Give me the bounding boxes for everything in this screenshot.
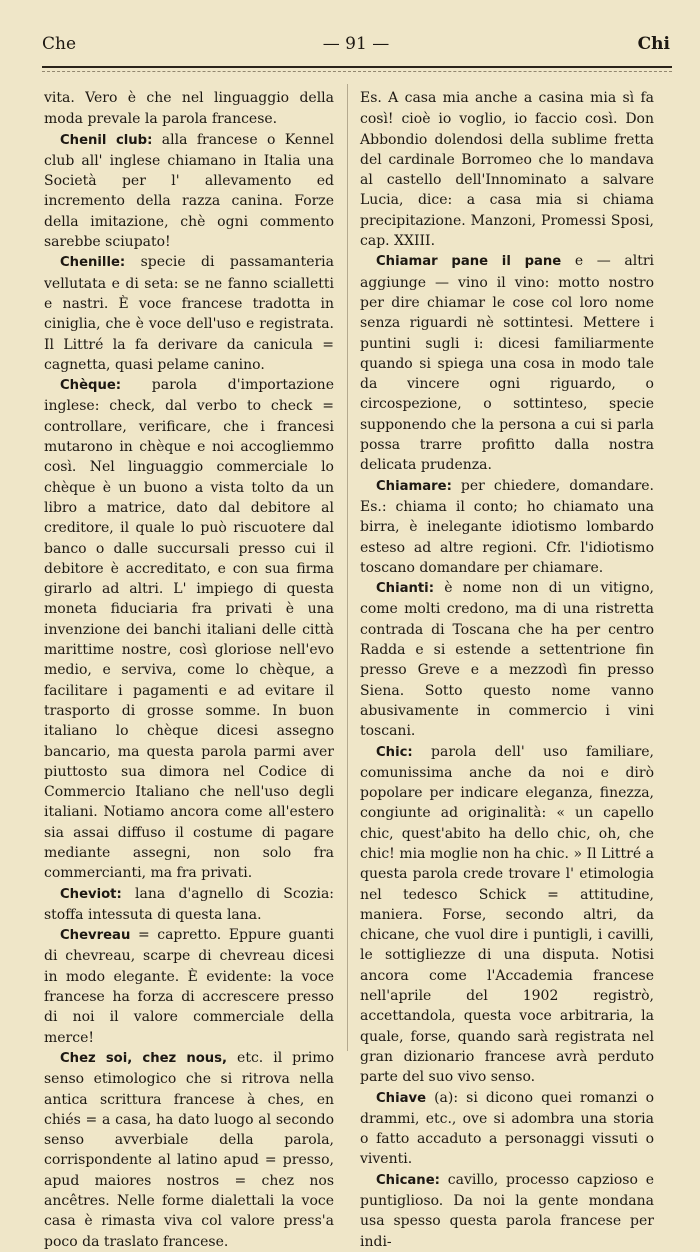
entry: [44, 925, 334, 1048]
entry-term: Chianti:: [376, 581, 434, 597]
entry-text: lana d'agnello di Scozia: stoffa intessuta di questa lana.: [44, 885, 335, 923]
entry-text: etc. il primo senso etimologico che si ritrova nella antica scrittura francese à ches, en chiés = a casa, ha dato luogo al secondo senso avverbiale della parola, corrispondente al latino apud = presso, apud maiores nostros = chez nos ancêtres. Nelle forme dialettali la voce casa è rimasta viva col valore press'a poco da traslato francese.: [44, 1049, 334, 1250]
entry: [360, 1170, 654, 1252]
entry-text: alla francese o Kennel club all' inglese chiamano in Italia una Società per l' allevamento ed incremento della razza canina. Forze della imitazione, chè ogni commento sarebbe sciupato!: [44, 131, 334, 251]
entry: [44, 884, 334, 926]
entry-text: vita. Vero è che nel linguaggio della moda prevale la parola francese.: [44, 90, 334, 128]
entry: [44, 375, 334, 883]
header-rule-dashed: [42, 71, 672, 72]
header-left-guideword: Che: [42, 34, 77, 54]
entry-text: parola d'importazione inglese: check, dal verbo to check = controllare, verificare, che i francesi mutarono in chèque e noi accogliemmo così. Nel linguaggio commerciale lo chèque è un buono a vista tolto da un libro a matrice, dato dal debitore al creditore, il quale lo può riscuotere dal banco o dalle succursali presso cui il debitore è accreditato, e con sua firma girarlo ad altri. L' impiego di questa moneta fiduciaria fra privati è una invenzione dei banchi italiani delle città marittime nostre, così gloriose nell'evo medio, e serviva, come lo chèque, a facilitare i pagamenti e ad evitare il trasporto di grosse somme. In buon italiano lo chèque dicesi assegno bancario, ma questa parola parmi aver piuttosto sua dimora nel Codice di Commercio Italiano che nell'uso degli italiani. Notiamo ancora come all'estero sia assai diffuso il costume di pagare mediante assegni, non solo fra commercianti, ma fra privati.: [44, 377, 334, 882]
entry: [360, 88, 654, 251]
entry: [44, 88, 334, 130]
entry-text: è nome non di un vitigno, come molti credono, ma di una ristretta contrada di Toscana che ha per centro Radda e si estende a settentrione fin presso Greve e a mezzodì fin presso Siena. Sotto questo nome vanno abusivamente in commercio i vini toscani.: [360, 580, 655, 740]
entry-term: Chenil club:: [60, 132, 153, 148]
entry-text: cavillo, processo capzioso e puntiglioso. Da noi la gente mondana usa spesso questa parola francese per indi-: [360, 1171, 654, 1250]
entry-text: Es. A casa mia anche a casina mia sì fa così! cioè io voglio, io faccio così. Don Abbondio dolendosi della sublime fretta del cardinale Borromeo che lo mandava al castello dell'Innominato a salvare Lucia, dice: a casa mia si chiama precipitazione. Manzoni, Promessi Sposi, cap. XXIII.: [360, 90, 654, 250]
entry-term: Chic:: [376, 744, 413, 760]
entry-term: Chez soi, chez nous,: [60, 1050, 228, 1066]
entry-text: parola dell' uso familiare, comunissima anche da noi e dirò popolare per indicare eleganza, finezza, congiunte ad originalità: « un capello chic, quest'abito ha dello chic, oh, che chic! mia moglie non ha chic. » Il Littré a questa parola crede trovare l' etimologia nel tedesco Schick = attitudine, maniera. Forse, secondo altri, da chicane, che vuol dire i puntigli, i cavilli, le sottigliezze di una disputa. Notisi ancora come l'Accademia francese nell'aprile del 1902 registrò, accettandola, questa voce arbitraria, la quale, forse, quando sarà registrata nel gran dizionario francese avrà perduto parte del suo vivo senso.: [360, 743, 654, 1086]
entry-term: Cheviot:: [60, 886, 122, 902]
entry: [360, 578, 654, 741]
page-header: [42, 34, 670, 62]
entry: [44, 252, 334, 375]
entry: [360, 476, 654, 578]
entry-term: Chiamare:: [376, 478, 452, 494]
entry-text: (a): si dicono quei romanzi o drammi, etc., ove si adombra una storia o fatto accaduto a personaggi vissuti o viventi.: [360, 1089, 654, 1168]
entry-text: per chiedere, domandare. Es.: chiama il conto; ho chiamato una birra, è inelegante idiotismo lombardo esteso ad altre regioni. Cfr. l'idiotismo toscano domandare per chiamare.: [360, 477, 654, 576]
entry-term: Chenille:: [60, 255, 126, 271]
entry: [360, 251, 654, 475]
entry-term: Chiamar pane il pane: [376, 254, 562, 270]
left-column: [44, 88, 334, 1252]
entry-term: Chevreau: [60, 928, 131, 944]
entry-term: Chèque:: [60, 378, 122, 394]
header-right-guideword: Chi: [637, 34, 670, 54]
header-rule: [42, 66, 672, 68]
entry: [44, 1048, 334, 1252]
entry: [360, 1088, 654, 1170]
right-column: [360, 88, 654, 1252]
entry-text: specie di passamanteria vellutata e di seta: se ne fanno scialletti e nastri. È voce francese tradotta in ciniglia, che è voce dell'uso e registrata. Il Littré la fa derivare da canicula = cagnetta, quasi pelame canino.: [44, 254, 335, 373]
entry-text: = capretto. Eppure guanti di chevreau, scarpe di chevreau dicesi in modo elegante. È evidente: la voce francese ha forza di accrescere presso di noi il valore commerciale della merce!: [44, 927, 334, 1046]
column-divider: [347, 84, 348, 1051]
entry: [44, 130, 334, 253]
page-number: — 91 —: [322, 34, 390, 54]
entry-term: Chiave: [376, 1090, 427, 1106]
entry-text: e — altri aggiunge — vino il vino: motto nostro per dire chiamar le cose col loro nome senza riguardi nè sottintesi. Mettere i puntini sugli i: dicesi familiarmente quando si spiega una cosa in modo tale da vincere ogni riguardo, o circospezione, o sottinteso, specie supponendo che la persona a cui si parla possa trarre profitto dalla nostra delicata prudenza.: [360, 253, 654, 474]
entry: [360, 742, 654, 1088]
entry-term: Chicane:: [376, 1172, 440, 1188]
